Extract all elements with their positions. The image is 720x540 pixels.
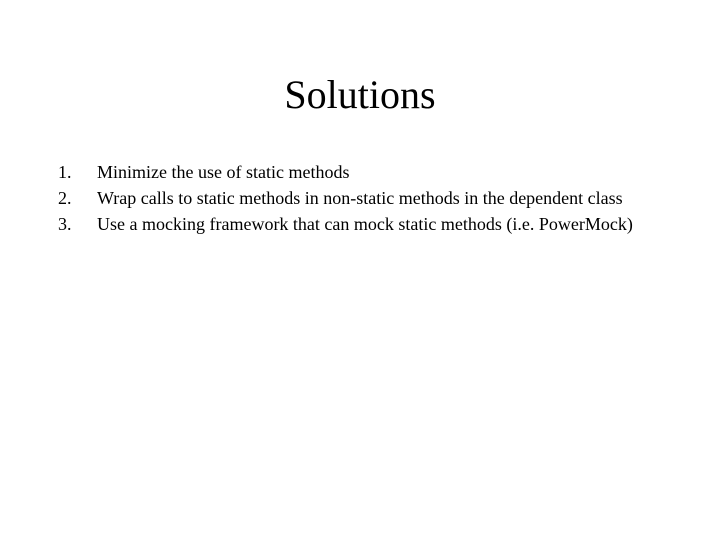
list-item — [58, 186, 658, 210]
list-item — [58, 160, 658, 184]
list-item — [58, 212, 658, 236]
slide-title: Solutions — [284, 72, 436, 117]
list-item-number: 1. — [58, 162, 72, 182]
list-item-text: Use a mocking framework that can mock static methods (i.e. PowerMock) — [97, 214, 633, 234]
list-item-number: 2. — [58, 188, 72, 208]
list-item-text: Minimize the use of static methods — [97, 162, 350, 182]
list-item-text: Wrap calls to static methods in non-static methods in the dependent class — [97, 188, 623, 208]
list-item-number: 3. — [58, 214, 72, 234]
solutions-list — [58, 160, 658, 238]
